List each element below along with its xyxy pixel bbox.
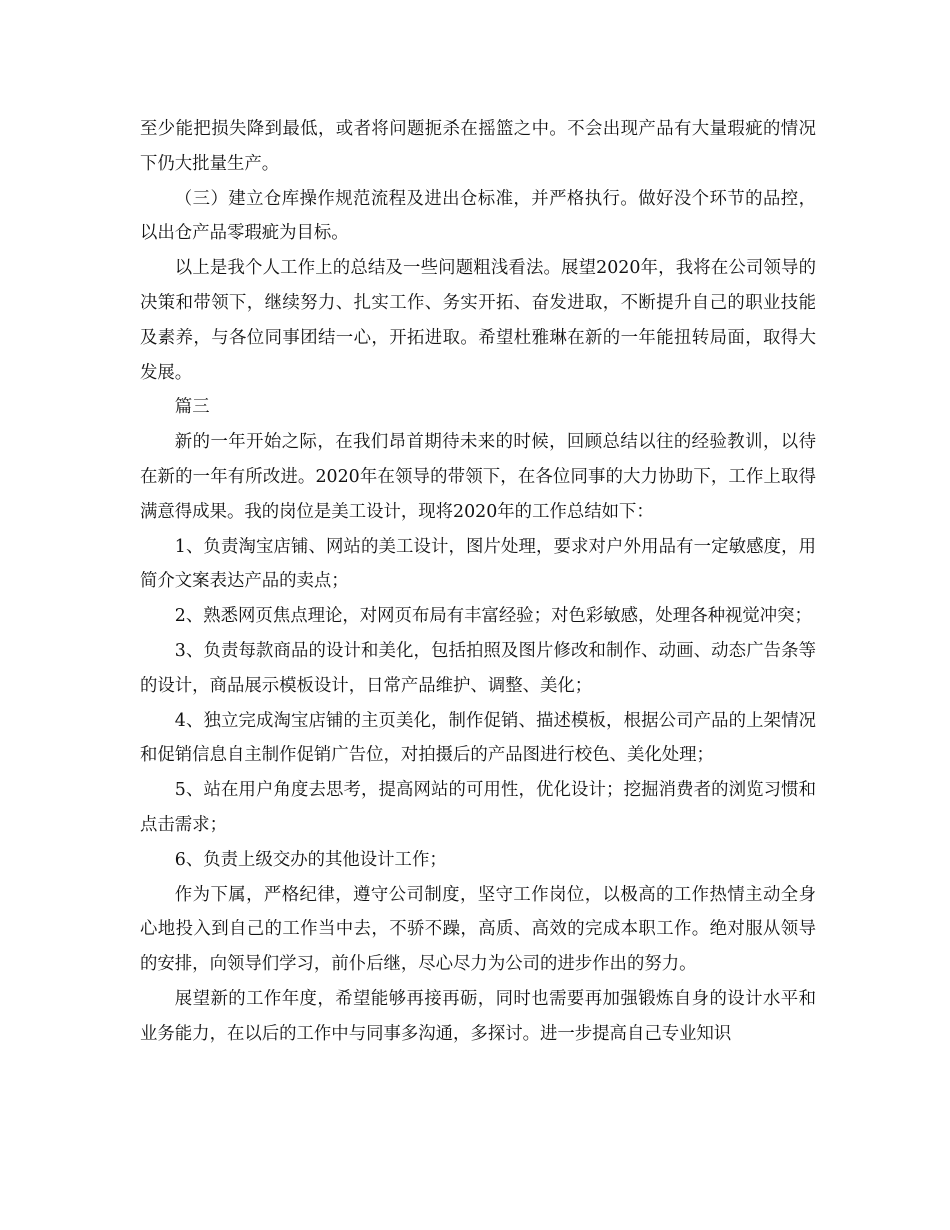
document-body bbox=[140, 112, 816, 1052]
list-item-5: 5、站在用户角度去思考，提高网站的可用性，优化设计；挖掘消费者的浏览习惯和点击需求； bbox=[140, 780, 816, 835]
list-item-2: 2、熟悉网页焦点理论，对网页布局有丰富经验；对色彩敏感，处理各种视觉冲突； bbox=[174, 606, 812, 627]
list-item-3: 3、负责每款商品的设计和美化，包括拍照及图片修改和制作、动画、动态广告条等的设计，商品展示模板设计，日常产品维护、调整、美化； bbox=[140, 640, 816, 696]
paragraph-discipline: 作为下属，严格纪律，遵守公司制度，坚守工作岗位，以极高的工作热情主动全身心地投入到自己的工作当中去，不骄不躁，高质、高效的完成本职工作。绝对服从领导的安排，向领导们学习，前仆后继，尽心尽力为公司的进步作出的努力。 bbox=[140, 884, 816, 975]
paragraph-continuation: 至少能把损失降到最低，或者将问题扼杀在摇篮之中。不会出现产品有大量瑕疵的情况下仍大批量生产。 bbox=[140, 119, 816, 174]
list-item-6: 6、负责上级交办的其他设计工作； bbox=[174, 849, 447, 870]
list-item-1: 1、负责淘宝店铺、网站的美工设计，图片处理，要求对户外用品有一定敏感度，用简介文案表达产品的卖点； bbox=[140, 536, 816, 592]
section-heading-part-three: 篇三 bbox=[174, 397, 210, 418]
list-item-4: 4、独立完成淘宝店铺的主页美化，制作促销、描述模板，根据公司产品的上架情况和促销信息自主制作促销广告位，对拍摄后的产品图进行校色、美化处理； bbox=[140, 710, 816, 766]
paragraph-new-year-outlook: 展望新的工作年度，希望能够再接再砺，同时也需要再加强锻炼自身的设计水平和业务能力，在以后的工作中与同事多沟通，多探讨。进一步提高自己专业知识 bbox=[140, 988, 816, 1044]
paragraph-warehouse-standard: （三）建立仓库操作规范流程及进出仓标准，并严格执行。做好没个环节的品控，以出仓产品零瑕疵为目标。 bbox=[140, 188, 816, 244]
paragraph-outlook-summary: 以上是我个人工作上的总结及一些问题粗浅看法。展望2020年，我将在公司领导的决策和带领下，继续努力、扎实工作、务实开拓、奋发进取，不断提升自己的职业技能及素养，与各位同事团结一心，开拓进取。希望杜雅琳在新的一年能扭转局面，取得大发展。 bbox=[140, 258, 816, 383]
paragraph-intro: 新的一年开始之际，在我们昂首期待未来的时候，回顾总结以往的经验教训，以待在新的一年有所改进。2020年在领导的带领下，在各位同事的大力协助下，工作上取得满意得成果。我的岗位是美工设计，现将2020年的工作总结如下： bbox=[140, 432, 816, 522]
